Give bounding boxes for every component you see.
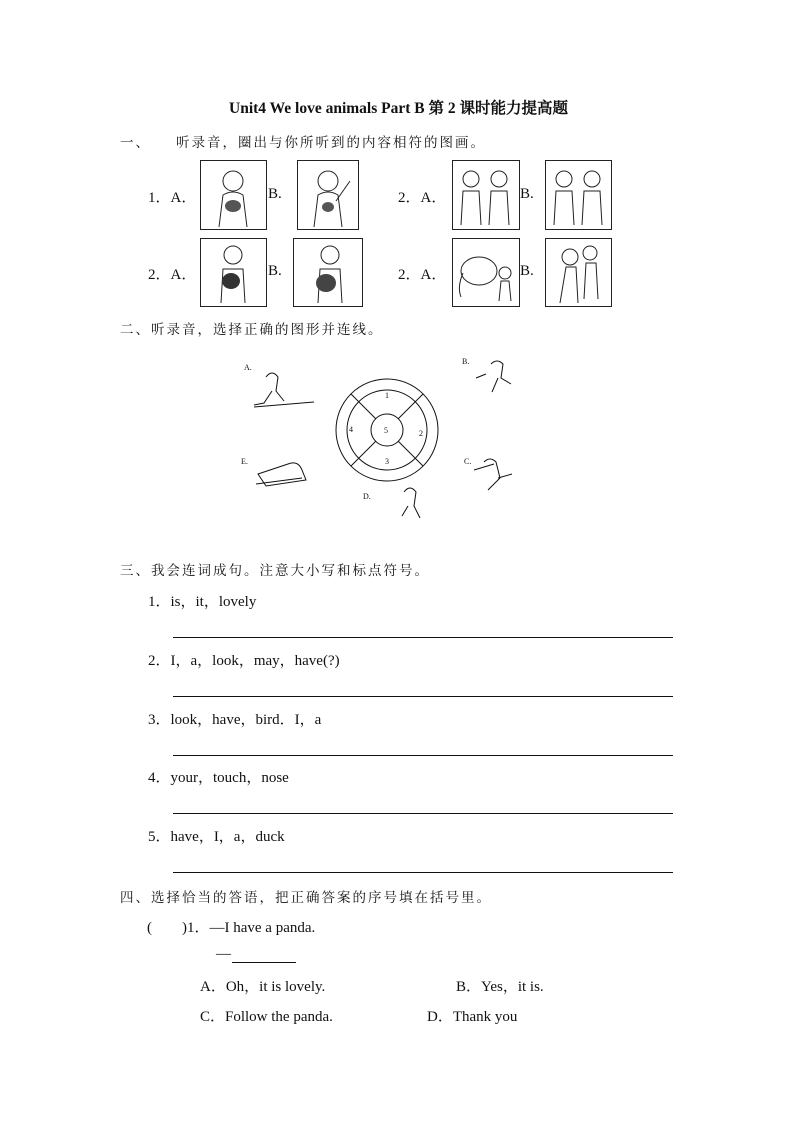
sentence-item-3: 3．look，have，bird．I，a bbox=[148, 712, 322, 728]
answer-line-3[interactable] bbox=[173, 755, 673, 756]
wheel-label-5: 5 bbox=[384, 426, 388, 435]
wheel-label-4: 4 bbox=[349, 425, 353, 434]
item-label: 2．A． bbox=[398, 190, 447, 206]
option-b: B．Yes，it is. bbox=[456, 979, 544, 995]
answer-line-2[interactable] bbox=[173, 696, 673, 697]
item-label: 2．A． bbox=[398, 267, 447, 283]
answer-line-5[interactable] bbox=[173, 872, 673, 873]
option-d: D．Thank you bbox=[427, 1009, 518, 1025]
section1-number: 一、 bbox=[120, 135, 151, 151]
picture-girl-with-bird[interactable] bbox=[297, 160, 359, 230]
option-a: A．Oh，it is lovely. bbox=[200, 979, 326, 995]
question-1: ( )1．—I have a panda. bbox=[147, 920, 316, 936]
picture-b-label: B. bbox=[462, 357, 470, 366]
answer-dash: — bbox=[216, 946, 231, 962]
section1-heading: 听录音，圈出与你所听到的内容相符的图画。 bbox=[176, 135, 486, 151]
option-b-label: B. bbox=[520, 263, 534, 279]
picture-d-label: D. bbox=[363, 492, 371, 501]
picture-two-boys[interactable] bbox=[545, 160, 612, 230]
picture-kids-playing[interactable] bbox=[545, 238, 612, 307]
sentence-item-5: 5．have，I，a，duck bbox=[148, 829, 285, 845]
picture-girl-with-animal[interactable] bbox=[200, 160, 267, 230]
wheel-label-1: 1 bbox=[385, 391, 389, 400]
item-label: 2．A． bbox=[148, 267, 197, 283]
section4-heading: 四、选择恰当的答语，把正确答案的序号填在括号里。 bbox=[120, 890, 492, 906]
picture-a-label: A. bbox=[244, 363, 252, 372]
picture-e-label: E. bbox=[241, 457, 248, 466]
picture-boy-with-elephant[interactable] bbox=[452, 238, 520, 307]
answer-blank[interactable] bbox=[232, 962, 296, 963]
option-c: C．Follow the panda. bbox=[200, 1009, 333, 1025]
section2-heading: 二、听录音，选择正确的图形并连线。 bbox=[120, 322, 384, 338]
section3-heading: 三、我会连词成句。注意大小写和标点符号。 bbox=[120, 563, 430, 579]
answer-line-1[interactable] bbox=[173, 637, 673, 638]
page-title: Unit4 We love animals Part B 第 2 课时能力提高题 bbox=[229, 100, 568, 117]
sentence-item-1: 1．is，it，lovely bbox=[148, 594, 257, 610]
wheel-label-3: 3 bbox=[385, 457, 389, 466]
answer-line-4[interactable] bbox=[173, 813, 673, 814]
option-b-label: B. bbox=[268, 263, 282, 279]
sentence-item-2: 2．I，a，look，may，have(?) bbox=[148, 653, 340, 669]
picture-two-kids[interactable] bbox=[452, 160, 520, 230]
wheel-label-2: 2 bbox=[419, 429, 423, 438]
option-b-label: B. bbox=[268, 186, 282, 202]
matching-diagram bbox=[236, 352, 546, 527]
picture-girl-with-panda[interactable] bbox=[293, 238, 363, 307]
sentence-item-4: 4．your，touch，nose bbox=[148, 770, 289, 786]
option-b-label: B. bbox=[520, 186, 534, 202]
picture-c-label: C. bbox=[464, 457, 472, 466]
item-label: 1．A． bbox=[148, 190, 197, 206]
picture-boy-with-panda[interactable] bbox=[200, 238, 267, 307]
